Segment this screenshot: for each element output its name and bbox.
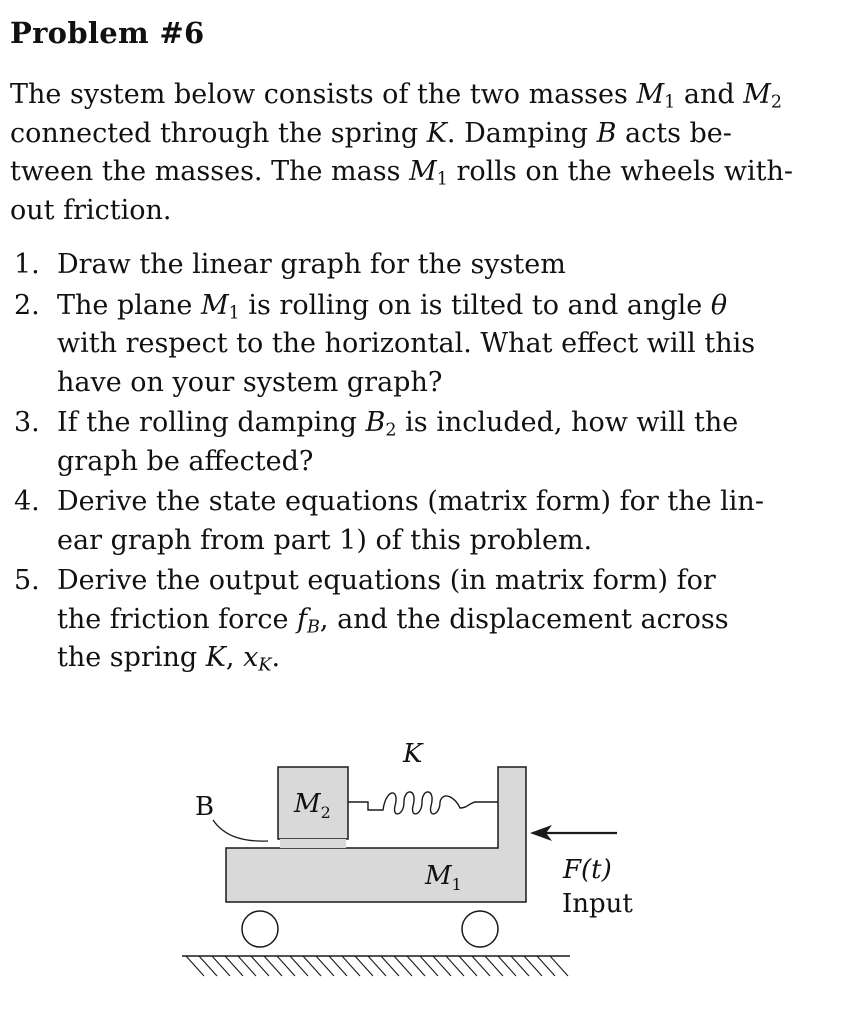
label-k: K	[403, 739, 423, 769]
force-arrow	[530, 825, 617, 841]
question-5: 5. Derive the output equations (in matrix form) for the friction force $f_B$, and the displacement across the spring K, $x_K$.	[14, 562, 814, 678]
question-number: 3.	[14, 407, 40, 438]
intro-line-4: out friction.	[10, 194, 172, 226]
ground-hatching	[186, 956, 568, 976]
question-2: 2. The plane $M_1$ is rolling on is tilted to and angle θ with respect to the horizontal. What effect will this have on your system graph?	[14, 287, 814, 403]
mass-m1-body	[226, 767, 526, 902]
question-number: 1.	[14, 249, 40, 280]
m2-contact-pad	[280, 839, 346, 848]
damper-b	[213, 820, 268, 841]
question-3: 3. If the rolling damping $B_2$ is included, how will the graph be affected?	[14, 404, 814, 481]
intro-line-1: The system below consists of the two masses $M_1$ and $M_2$	[10, 79, 783, 113]
spring-k	[348, 792, 498, 814]
label-m1: $M_1$	[425, 861, 462, 894]
question-number: 5.	[14, 565, 40, 596]
label-m2: $M_2$	[294, 789, 331, 822]
question-number: 2.	[14, 289, 40, 321]
mass-spring-damper-diagram	[0, 720, 862, 1024]
problem-description	[10, 76, 810, 230]
question-list	[14, 246, 814, 680]
question-4: 4. Derive the state equations (matrix form) for the lin- ear graph from part 1) of this problem.	[14, 483, 814, 560]
label-b: B	[195, 792, 215, 822]
label-force: F(t)	[563, 855, 612, 885]
label-input: Input	[562, 889, 633, 919]
problem-title: Problem #6	[10, 16, 205, 50]
intro-line-3: tween the masses. The mass $M_1$ rolls on the wheels with-	[10, 156, 793, 190]
question-1: 1. Draw the linear graph for the system	[14, 246, 814, 285]
wheel-right	[462, 911, 498, 947]
wheel-left	[242, 911, 278, 947]
intro-line-2: connected through the spring K. Damping B acts be-	[10, 117, 732, 149]
question-number: 4.	[14, 486, 40, 517]
